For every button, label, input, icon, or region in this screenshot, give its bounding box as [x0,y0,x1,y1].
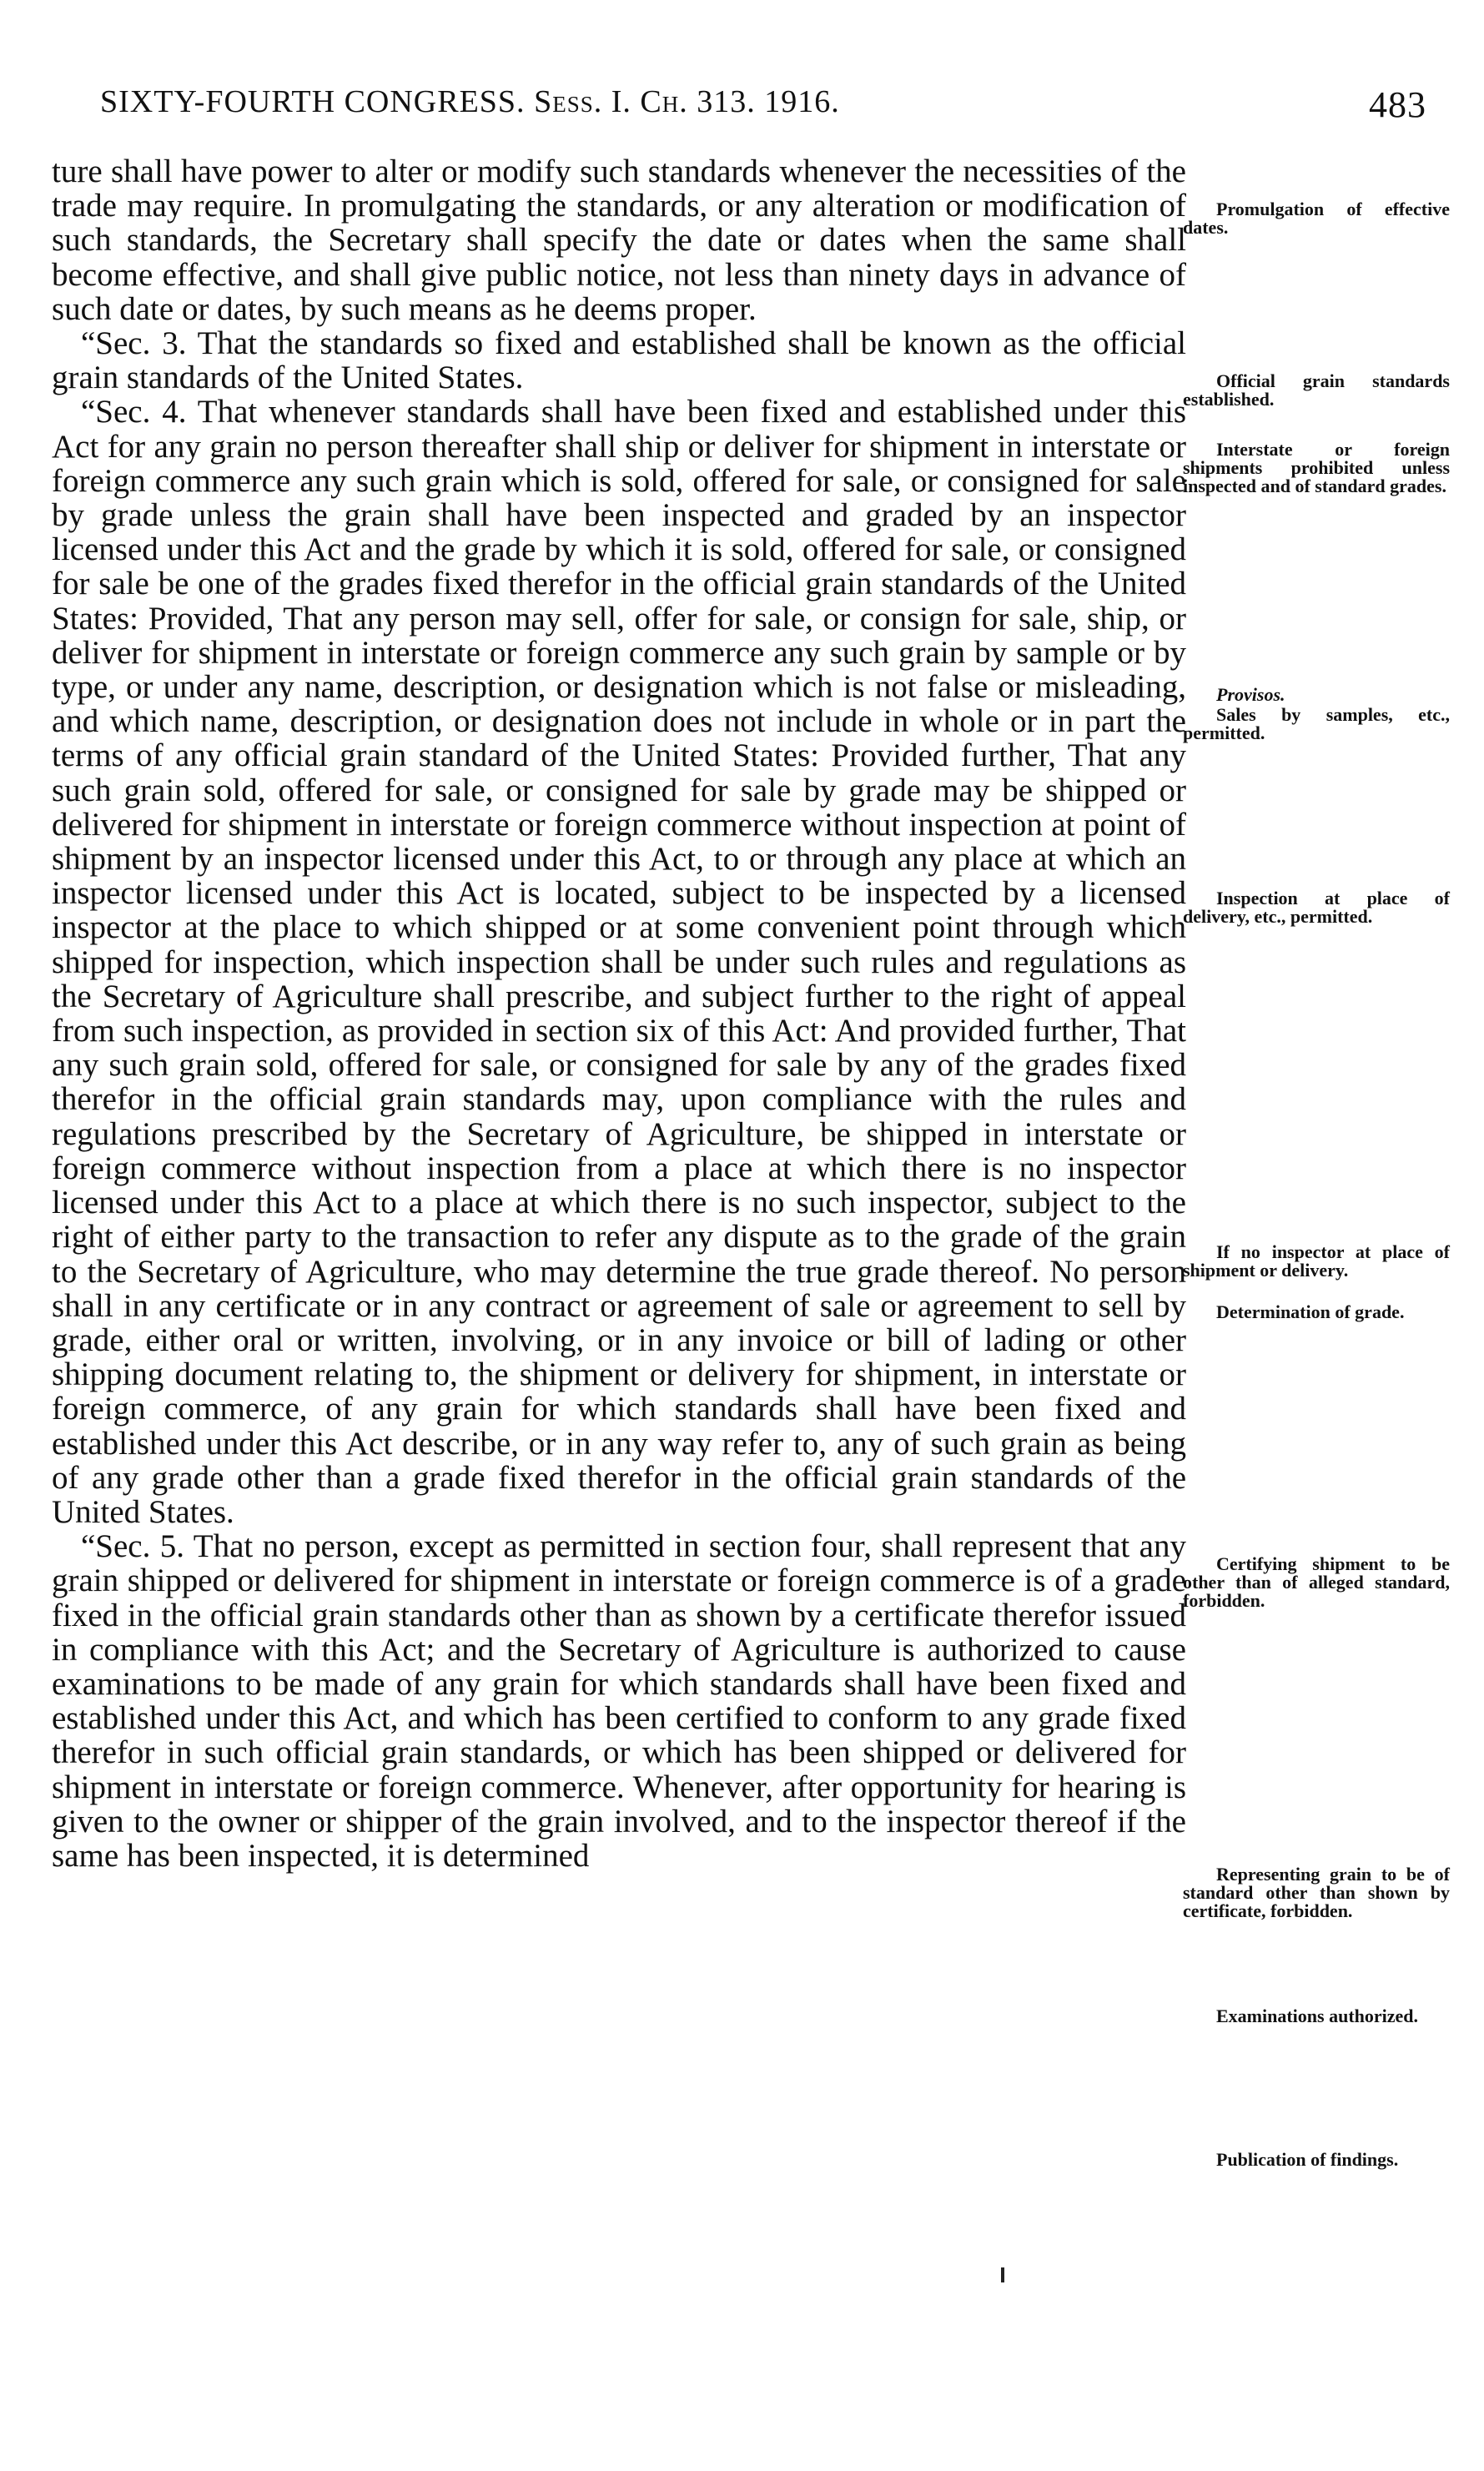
margin-note-publication: Publication of findings. [1216,2149,1399,2170]
margin-note-sales-by-samples: Sales by samples, etc., permitted. [1183,704,1450,743]
margin-note-examinations: Examinations authorized. [1216,2005,1419,2026]
header-session: Sess. I. [534,84,631,119]
paragraph-section-4: “Sec. 4. That whenever standards shall have been fixed and established under this Act for any grain no person thereafter shall ship or deliver for shipment in interstate or foreign commerce any such grain which is sold, offered for sale, or consigned for sale by grade unless the grain shall have been inspected and graded by an inspector licensed under this Act and the grade by which it is sold, offered for sale, or consigned for sale be one of the grades fixed therefor in the official grain standards of the United States: Provided, That any person may sell, offer for sale, or consign for sale, ship, or deliver for shipment in interstate or foreign commerce any such grain by sample or by type, or under any name, description, or designation which is not false or misleading, and which name, description, or designation does not include in whole or in part the terms of any official grain standard of the United States: Provided further, That any such grain sold, offered for sale, or consigned for sale by grade may be shipped or delivered for shipment in interstate or foreign commerce without inspection at point of shipment by an inspector licensed under this Act, to or through any place at which an inspector licensed under this Act is located, subject to be inspected by a licensed inspector at the place to which shipped or at some convenient point through which shipped for inspection, which inspection shall be under such rules and regulations as the Secretary of Agriculture shall prescribe, and subject further to the right of appeal from such inspection, as provided in section six of this Act: And provided further, That any such grain sold, offered for sale, or consigned for sale by any of the grades fixed therefor in the official grain standards may, upon compliance with the rules and regulations prescribed by the Secretary of Agriculture, be shipped in interstate or foreign commerce without inspection from a place at which there is no inspector licensed under this Act to a place at which there is no such inspector, subject to the right of either party to the transaction to refer any dispute as to the grade of the grain to the Secretary of Agriculture, who may determine the true grade thereof. No person shall in any certificate or in any contract or agreement of sale or agreement to sell by grade, either oral or written, involving, or in any invoice or bill of lading or other shipping document relating to, the shipment or delivery for shipment, in interstate or foreign commerce, of any grain for which standards shall have been fixed and established under this Act describe, or in any way refer to, any of such grain as being of any grade other than a grade fixed therefor in the official grain standards of the United States. [52,394,1186,1530]
scan-speck [1001,2267,1004,2282]
paragraph-continuation: ture shall have power to alter or modify such standards whenever the necessities of the trade may require. In promulgating the standards, or any alteration or modification of such standards, the Secretary shall specify the date or dates when the same shall become effective, and shall give public notice, not less than ninety days in advance of such date or dates, by such means as he deems proper. [52,153,1186,327]
margin-note-provisos: Provisos. [1216,684,1285,705]
margin-note-representing-grain: Representing grain to be of standard other than shown by certificate, forbidden. [1183,1864,1450,1921]
header-chapter: Ch. 313. [640,84,756,119]
page-number: 483 [1369,84,1426,125]
header-title [100,83,840,120]
body-text [52,154,1186,1873]
running-header [100,83,1426,133]
paragraph-section-5: “Sec. 5. That no person, except as permitted in section four, shall represent that any grain shipped or delivered for shipment in interstate or foreign commerce is of a grade fixed in the official grain standards other than as shown by a certificate therefor issued in compliance with this Act; and the Secretary of Agriculture is authorized to cause examinations to be made of any grain for which standards shall have been fixed and established under this Act, and which has been certified to conform to any grade fixed therefor in such official grain standards, or which has been shipped or delivered for shipment in interstate or foreign commerce. Whenever, after opportunity for hearing is given to the owner or shipper of the grain involved, and to the inspector thereof if the same has been inspected, it is determined [52,1528,1186,1874]
margin-note-interstate-shipments: Interstate or foreign shipments prohibited unless inspected and of standard grades. [1183,439,1450,496]
paragraph-section-3: “Sec. 3. That the standards so fixed and established shall be known as the official grain standards of the United States. [52,325,1186,396]
header-congress: SIXTY-FOURTH CONGRESS. [100,84,526,119]
header-year: 1916. [764,84,840,119]
margin-note-determination-of-grade: Determination of grade. [1216,1301,1405,1322]
margin-note-official-standards: Official grain standards established. [1183,370,1450,410]
margin-note-no-inspector: If no inspector at place of shipment or delivery. [1183,1241,1450,1281]
margin-note-inspection-at-delivery: Inspection at place of delivery, etc., permitted. [1183,888,1450,927]
margin-note-certifying-shipment: Certifying shipment to be other than of alleged standard, forbidden. [1183,1553,1450,1611]
margin-note-promulgation: Promulgation of effective dates. [1183,199,1450,238]
